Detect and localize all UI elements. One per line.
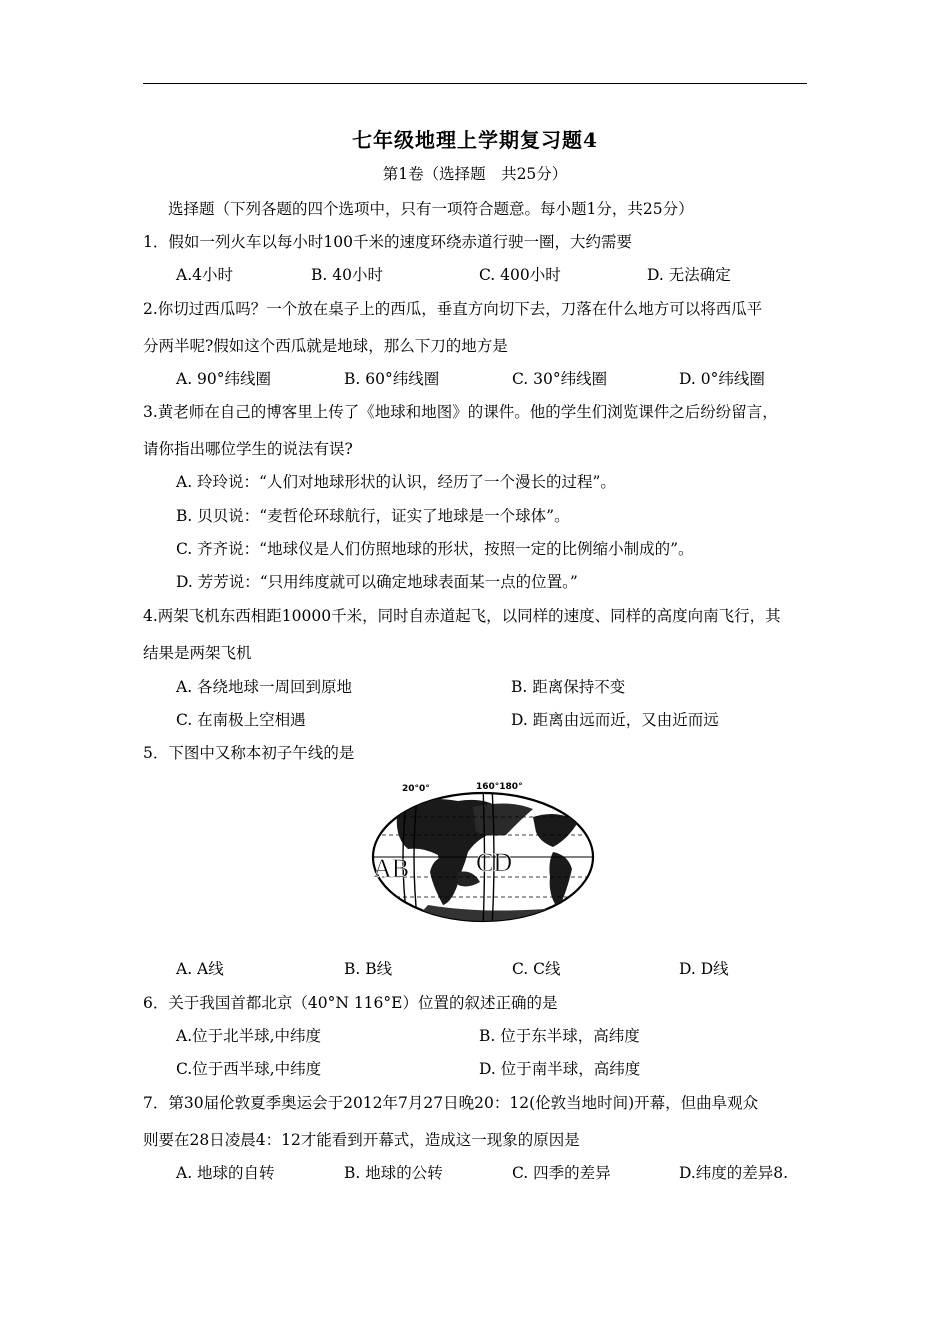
question-1-option-a: A.4小时: [176, 266, 233, 284]
question-1-option-b: B. 40小时: [311, 266, 383, 284]
question-7-option-a: A. 地球的自转: [176, 1164, 275, 1182]
question-3-stem-line-1: 3.黄老师在自己的博客里上传了《地球和地图》的课件。他的学生们浏览课件之后纷纷留言，: [143, 403, 778, 421]
question-3-option-c: C. 齐齐说：“地球仪是人们仿照地球的形状，按照一定的比例缩小制成的”。: [176, 540, 694, 558]
question-4-option-d: D. 距离由远而近，又由近而远: [511, 711, 719, 729]
question-3-option-a: A. 玲玲说：“人们对地球形状的认识，经历了一个漫长的过程”。: [176, 473, 616, 491]
question-5-option-a: A. A线: [176, 960, 224, 978]
question-6-option-d: D. 位于南半球，高纬度: [479, 1060, 641, 1078]
question-2-option-d: D. 0°纬线圈: [679, 370, 765, 388]
header-rule: [143, 83, 807, 84]
question-7-option-c: C. 四季的差异: [512, 1164, 611, 1182]
question-5-stem: 5．下图中又称本初子午线的是: [143, 744, 355, 762]
question-3-option-d: D. 芳芳说：“只用纬度就可以确定地球表面某一点的位置。”: [176, 573, 578, 591]
question-4-option-c: C. 在南极上空相遇: [176, 711, 306, 729]
question-2-stem-line-1: 2.你切过西瓜吗？一个放在桌子上的西瓜，垂直方向切下去，刀落在什么地方可以将西瓜平: [143, 300, 763, 318]
question-4-option-a: A. 各绕地球一周回到原地: [176, 678, 353, 696]
question-5-option-d: D. D线: [679, 960, 729, 978]
question-2-option-c: C. 30°纬线圈: [512, 370, 608, 388]
question-6-option-b: B. 位于东半球，高纬度: [479, 1027, 640, 1045]
question-7-option-d: D.纬度的差异8.: [679, 1164, 789, 1182]
question-4-option-b: B. 距离保持不变: [511, 678, 626, 696]
question-4-stem-line-2: 结果是两架飞机: [143, 644, 252, 662]
question-1-stem: 1．假如一列火车以每小时100千米的速度环绕赤道行驶一圈，大约需要: [143, 233, 632, 251]
instructions: 选择题（下列各题的四个选项中，只有一项符合题意。每小题1分，共25分）: [168, 200, 694, 218]
map-label-cd: CD: [476, 848, 513, 877]
question-5-option-c: C. C线: [512, 960, 561, 978]
question-2-option-a: A. 90°纬线圈: [176, 370, 272, 388]
question-6-option-c: C.位于西半球,中纬度: [176, 1060, 322, 1078]
question-3-option-b: B. 贝贝说：“麦哲伦环球航行，证实了地球是一个球体”。: [176, 507, 570, 525]
question-7-option-b: B. 地球的公转: [344, 1164, 443, 1182]
map-label-20-0: 20°0°: [402, 784, 430, 794]
map-label-160-180: 160°180°: [476, 782, 523, 792]
question-1-option-d: D. 无法确定: [647, 266, 731, 284]
question-4-stem-line-1: 4.两架飞机东西相距10000千米，同时自赤道起飞，以同样的速度、同样的高度向南飞行，其: [143, 607, 781, 625]
question-7-stem-line-2: 则要在28日凌晨4：12才能看到开幕式，造成这一现象的原因是: [143, 1131, 580, 1149]
question-6-option-a: A.位于北半球,中纬度: [176, 1027, 322, 1045]
question-5-option-b: B. B线: [344, 960, 393, 978]
question-2-stem-line-2: 分两半呢?假如这个西瓜就是地球，那么下刀的地方是: [143, 337, 508, 355]
question-2-option-b: B. 60°纬线圈: [344, 370, 440, 388]
page-title: 七年级地理上学期复习题4: [352, 128, 598, 152]
question-1-option-c: C. 400小时: [479, 266, 561, 284]
map-label-ab: AB: [373, 854, 410, 883]
question-7-stem-line-1: 7．第30届伦敦夏季奥运会于2012年7月27日晚20：12(伦敦当地时间)开幕，但曲阜观众: [143, 1094, 759, 1112]
question-6-stem: 6．关于我国首都北京（40°N 116°E）位置的叙述正确的是: [143, 994, 558, 1012]
section-subtitle: 第1卷（选择题 共25分）: [382, 165, 568, 183]
question-3-stem-line-2: 请你指出哪位学生的说法有误?: [143, 440, 353, 458]
world-map-figure: [368, 777, 598, 927]
